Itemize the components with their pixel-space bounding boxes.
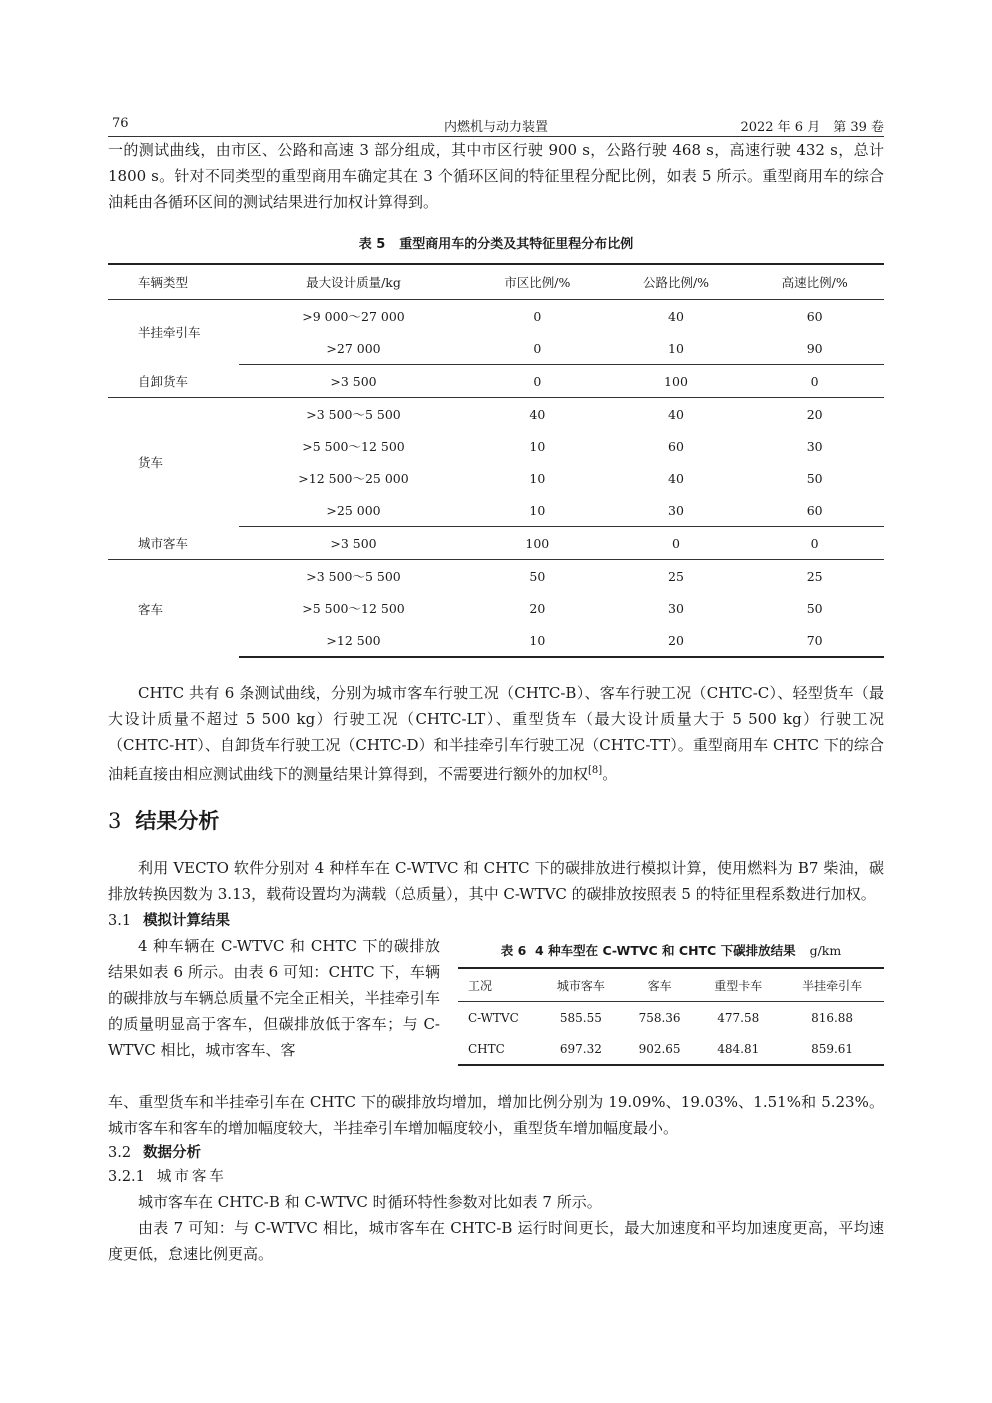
- table-cell: 10: [468, 624, 607, 657]
- table-row: [108, 560, 884, 593]
- table-cell: 40: [668, 308, 684, 324]
- table-cell: 10: [468, 494, 607, 527]
- table5-header: 高速比例/%: [745, 264, 884, 300]
- table5-title: 重型商用车的分类及其特征里程分布比例: [399, 237, 634, 252]
- table-cell: >25 000: [239, 494, 468, 527]
- table-cell: 20: [607, 624, 746, 657]
- table-cell: 30: [668, 600, 684, 616]
- table-cell: 100: [607, 365, 746, 398]
- table-cell: 25: [668, 568, 684, 584]
- table5-header-row: [108, 264, 884, 300]
- table-cell: 25: [806, 568, 823, 584]
- section-3-2-heading: [108, 1141, 884, 1165]
- table-cell: 40: [668, 406, 684, 422]
- table-cell: 30: [806, 438, 823, 454]
- table-cell: 859.61: [780, 1033, 884, 1065]
- table6-title: 4 种车型在 C-WTVC 和 CHTC 下碳排放结果: [535, 943, 796, 958]
- table-cell: 477.58: [717, 1010, 760, 1025]
- paper-page: [108, 116, 884, 1267]
- table-cell: 0: [468, 365, 607, 398]
- section-number: 3.2.1: [108, 1169, 145, 1185]
- table-cell: 60: [806, 308, 823, 324]
- paragraph-results-text: 4 种车辆在 C-WTVC 和 CHTC 下的碳排放结果如表 6 所示。由表 6 可知：CHTC 下，车辆的碳排放与车辆总质量不完全正相关，半挂牵引车的质量明显高于客车，但碳排放低于客车；与 C-WTVC 相比，城市客车、客: [108, 937, 440, 1059]
- table-cell: 0: [745, 365, 884, 398]
- table6-header: 客车: [623, 968, 697, 1002]
- table-cell: 40: [668, 470, 684, 486]
- section-number: 3: [108, 809, 122, 833]
- table-row: [108, 398, 884, 431]
- table6-header: 重型卡车: [696, 968, 780, 1002]
- table5-label: 表 5: [358, 237, 386, 252]
- table-cell: >3 500～5 500: [306, 569, 401, 584]
- table-row: [108, 365, 884, 398]
- table-cell: 902.65: [623, 1033, 697, 1065]
- table-cell: 0: [607, 527, 746, 560]
- section-title: 数据分析: [143, 1145, 202, 1161]
- vehicle-type-cell: 自卸货车: [108, 365, 239, 398]
- table-cell: >9 000～27 000: [302, 309, 405, 324]
- table-cell: >27 000: [239, 332, 468, 365]
- paragraph-results-side: [108, 933, 440, 1063]
- table5-header: 市区比例/%: [468, 264, 607, 300]
- table5-header: 公路比例/%: [607, 264, 746, 300]
- table6-header: 工况: [458, 968, 539, 1002]
- table-cell: 10: [607, 332, 746, 365]
- table-row: [108, 300, 884, 333]
- table-cell: 10: [529, 470, 546, 486]
- table5: [108, 263, 884, 658]
- section-title: 结果分析: [135, 809, 220, 833]
- table-cell: 20: [529, 600, 546, 616]
- table6: [458, 967, 884, 1066]
- table-row: [458, 1033, 884, 1065]
- paragraph-results-continued: 车、重型货车和半挂牵引车在 CHTC 下的碳排放均增加，增加比例分别为 19.09%、19.03%、1.51%和 5.23%。城市客车和客车的增加幅度较大，半挂牵引车增加幅度较小，重型货车增加幅度最小。: [108, 1093, 884, 1137]
- journal-name: 内燃机与动力装置: [443, 120, 548, 135]
- table-cell: >12 500～25 000: [298, 471, 409, 486]
- table-cell: 100: [468, 527, 607, 560]
- table-cell: 484.81: [696, 1033, 780, 1065]
- paragraph-chtc-end: 。: [602, 765, 618, 783]
- paragraph-chtc-curves: [108, 680, 884, 787]
- text-and-table6: [108, 933, 884, 1089]
- table6-header: 城市客车: [539, 968, 623, 1002]
- table-cell: 50: [529, 568, 546, 584]
- table-cell: 60: [668, 438, 684, 454]
- table6-caption: [458, 941, 884, 963]
- table-cell: 50: [806, 600, 823, 616]
- table6-unit: g/km: [809, 943, 842, 958]
- running-header: [108, 116, 884, 137]
- table-cell: 758.36: [638, 1010, 681, 1025]
- table-cell: 40: [529, 406, 546, 422]
- paragraph-table7-intro: 城市客车在 CHTC-B 和 C-WTVC 时循环特性参数对比如表 7 所示。: [138, 1193, 602, 1211]
- table-cell: 0: [468, 332, 607, 365]
- table-cell: CHTC: [458, 1033, 539, 1065]
- section-number: 3.2: [108, 1145, 132, 1161]
- section-3-heading: [108, 805, 884, 833]
- table-cell: >3 500: [239, 365, 468, 398]
- table5-caption: [108, 233, 884, 253]
- vehicle-type-cell: 客车: [138, 601, 164, 617]
- table6-header-row: [458, 968, 884, 1002]
- vehicle-type-cell: 半挂牵引车: [138, 325, 201, 341]
- table-cell: 90: [745, 332, 884, 365]
- table-cell: >12 500: [239, 624, 468, 657]
- section-number: 3.1: [108, 913, 132, 929]
- table-cell: 10: [529, 438, 546, 454]
- paragraph-table7-analysis: 由表 7 可知：与 C-WTVC 相比，城市客车在 CHTC-B 运行时间更长，最大加速度和平均加速度更高，平均速度更低，怠速比例更高。: [108, 1219, 884, 1263]
- section-title: 城市客车: [156, 1169, 227, 1185]
- citation: [8]: [588, 765, 603, 776]
- table-cell: 50: [806, 470, 823, 486]
- table-cell: >5 500～12 500: [302, 439, 405, 454]
- table-cell: 70: [745, 624, 884, 657]
- table-cell: 0: [745, 527, 884, 560]
- paragraph-cycle-description: 一的测试曲线，由市区、公路和高速 3 部分组成，其中市区行驶 900 s，公路行驶 468 s，高速行驶 432 s，总计 1800 s。针对不同类型的重型商用车确定其在 3 个循环区间的特征里程分配比例，如表 5 所示。重型商用车的综合油耗由各循环区间的测试结果进行加权计算得到。: [108, 141, 884, 211]
- paragraph-chtc-text: CHTC 共有 6 条测试曲线，分别为城市客车行驶工况（CHTC-B）、客车行驶工况（CHTC-C）、轻型货车（最大设计质量不超过 5 500 kg）行驶工况（CHTC-LT）、重型货车（最大设计质量大于 5 500 kg）行驶工况（CHTC-HT）、自卸货车行驶工况（CHTC-D）和半挂牵引车行驶工况（CHTC-TT）。重型商用车 CHTC 下的综合油耗直接由相应测试曲线下的测量结果计算得到，不需要进行额外的加权: [108, 684, 884, 783]
- table-cell: >3 500: [239, 527, 468, 560]
- section-title: 模拟计算结果: [143, 913, 231, 929]
- vehicle-type-cell: 城市客车: [108, 527, 239, 560]
- table5-header: 最大设计质量/kg: [239, 264, 468, 300]
- vehicle-type-cell: 货车: [138, 455, 164, 471]
- table-cell: >3 500～5 500: [306, 407, 401, 422]
- table-cell: 585.55: [559, 1010, 602, 1025]
- paragraph-vecto: 利用 VECTO 软件分别对 4 种样车在 C-WTVC 和 CHTC 下的碳排放进行模拟计算，使用燃料为 B7 柴油，碳排放转换因数为 3.13，载荷设置均为满载（总质量），其中 C-WTVC 的碳排放按照表 5 的特征里程系数进行加权。: [108, 859, 884, 903]
- section-3-1-heading: [108, 909, 884, 933]
- section-3-2-1-heading: [108, 1165, 884, 1189]
- table-cell: 30: [607, 494, 746, 527]
- issue-info: 2022 年 6 月 第 39 卷: [740, 120, 884, 135]
- page-number: 76: [112, 116, 129, 131]
- table-row: [458, 1002, 884, 1034]
- table-cell: C-WTVC: [468, 1010, 519, 1025]
- table-row: [108, 527, 884, 560]
- table6-label: 表 6: [500, 943, 527, 958]
- table-cell: 0: [533, 308, 542, 324]
- table-cell: >5 500～12 500: [302, 601, 405, 616]
- table-cell: 60: [745, 494, 884, 527]
- table-cell: 816.88: [811, 1010, 854, 1025]
- table6-block: [458, 941, 884, 1066]
- table6-header: 半挂牵引车: [780, 968, 884, 1002]
- table5-header: 车辆类型: [108, 264, 239, 300]
- table-cell: 697.32: [539, 1033, 623, 1065]
- table-cell: 20: [806, 406, 823, 422]
